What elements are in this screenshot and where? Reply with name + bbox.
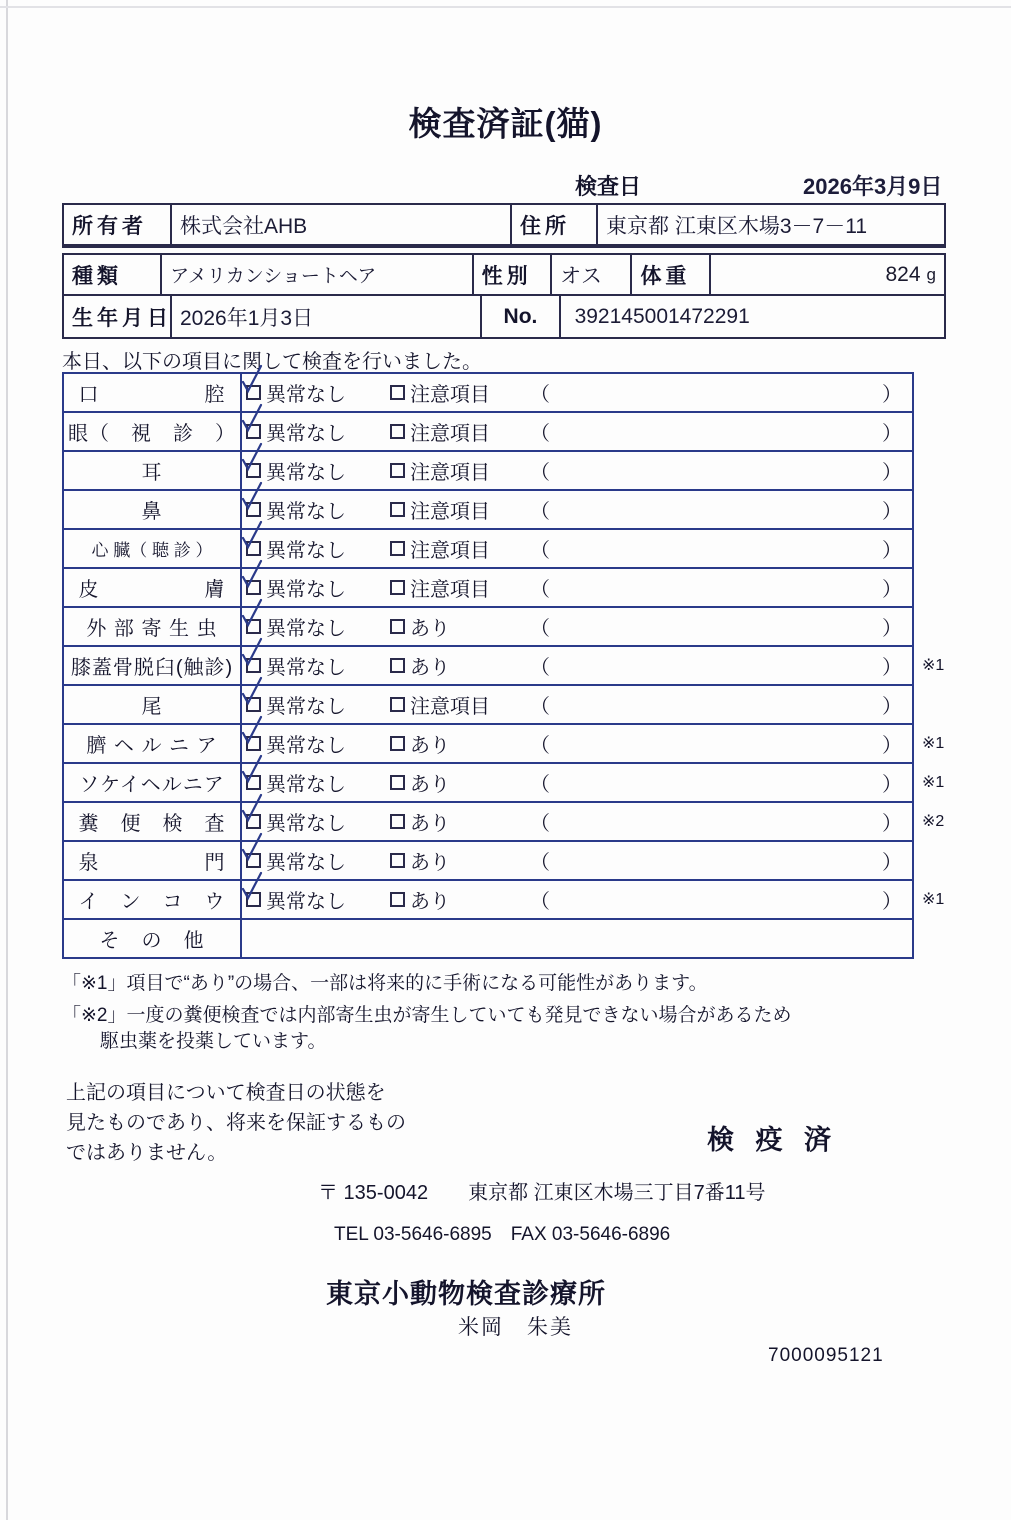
footnote-3: 駆虫薬を投薬しています。 xyxy=(100,1031,327,1052)
option-normal[interactable] xyxy=(242,651,390,680)
footnote-1: 「※1」項目で“あり”の場合、一部は将来的に手術になる可能性があります。 xyxy=(62,973,708,994)
clinic-name: 東京小動物検査診療所 xyxy=(326,1279,606,1309)
paren-close: ） xyxy=(882,423,902,445)
remark-field[interactable] xyxy=(526,885,912,914)
checkbox-secondary[interactable] xyxy=(390,502,405,517)
checkbox-secondary[interactable] xyxy=(390,658,405,673)
checkbox-normal[interactable] xyxy=(246,580,261,595)
checkbox-secondary[interactable] xyxy=(390,814,405,829)
inspection-row xyxy=(64,569,912,608)
checkbox-secondary[interactable] xyxy=(390,775,405,790)
sex-value: オス xyxy=(552,255,632,294)
inspection-item-label: 皮 膚 xyxy=(64,569,242,606)
inspection-item-label: 鼻 xyxy=(64,491,242,528)
page-edge-top xyxy=(0,6,1011,8)
paren-open: （ xyxy=(530,540,550,562)
option-secondary[interactable] xyxy=(390,846,526,875)
checkbox-normal[interactable] xyxy=(246,697,261,712)
paren-open: （ xyxy=(530,423,550,445)
weight-unit: g xyxy=(926,264,937,284)
paren-open: （ xyxy=(530,579,550,601)
remark-field[interactable] xyxy=(526,417,912,446)
inspection-row xyxy=(64,647,912,686)
option-secondary-label: あり xyxy=(410,618,450,640)
address-value: 東京都 江東区木場3－7－11 xyxy=(606,214,867,238)
sex-label: 性別 xyxy=(474,255,553,294)
note-marker: ※1 xyxy=(922,891,945,908)
checkbox-normal[interactable] xyxy=(246,619,261,634)
disclaimer-statement xyxy=(66,1078,406,1168)
inspection-row xyxy=(64,803,912,842)
info-row-birth xyxy=(64,296,944,337)
remark-field[interactable] xyxy=(526,768,912,797)
option-normal-label: 異常なし xyxy=(266,579,346,601)
checkbox-secondary[interactable] xyxy=(390,424,405,439)
owner-label: 所有者 xyxy=(64,205,172,244)
checkbox-secondary[interactable] xyxy=(390,580,405,595)
option-normal-label: 異常なし xyxy=(266,462,346,484)
option-secondary-label: あり xyxy=(410,813,450,835)
inspection-item-label: そ の 他 xyxy=(64,920,242,957)
paren-open: （ xyxy=(530,384,550,406)
remark-field[interactable] xyxy=(526,846,912,875)
paren-close: ） xyxy=(882,852,902,874)
paren-open: （ xyxy=(530,618,550,640)
inspection-item-label: 臍 ヘ ル ニ ア xyxy=(64,725,242,762)
paren-open: （ xyxy=(530,501,550,523)
remark-field[interactable] xyxy=(526,456,912,485)
exam-date-label: 検査日 xyxy=(575,174,642,199)
paren-close: ） xyxy=(882,579,902,601)
address-label: 住所 xyxy=(512,205,598,244)
inspection-table xyxy=(62,372,914,959)
option-normal[interactable] xyxy=(242,768,390,797)
inspection-item-label: 心 臓（ 聴 診 ） xyxy=(64,530,242,567)
footnote-2: 「※2」一度の糞便検査では内部寄生虫が寄生していても発見できない場合があるため xyxy=(62,1005,792,1026)
option-normal-label: 異常なし xyxy=(266,852,346,874)
checkbox-normal[interactable] xyxy=(246,736,261,751)
serial-number: 7000095121 xyxy=(768,1345,884,1366)
option-secondary[interactable] xyxy=(390,885,526,914)
inspection-row xyxy=(64,491,912,530)
option-normal-label: 異常なし xyxy=(266,657,346,679)
option-normal-label: 異常なし xyxy=(266,735,346,757)
page-edge-left xyxy=(6,0,8,1520)
option-normal[interactable] xyxy=(242,846,390,875)
inspection-item-label: 耳 xyxy=(64,452,242,489)
option-normal[interactable] xyxy=(242,534,390,563)
note-marker: ※1 xyxy=(922,774,945,791)
paren-close: ） xyxy=(882,657,902,679)
checkbox-normal[interactable] xyxy=(246,853,261,868)
checkbox-secondary[interactable] xyxy=(390,463,405,478)
option-secondary[interactable] xyxy=(390,534,526,563)
owner-info-table xyxy=(62,203,946,248)
option-secondary[interactable] xyxy=(390,768,526,797)
checkbox-normal[interactable] xyxy=(246,385,261,400)
option-secondary[interactable] xyxy=(390,807,526,836)
option-secondary-label: 注意項目 xyxy=(410,384,490,406)
birth-value: 2026年1月3日 xyxy=(172,296,482,337)
option-normal[interactable] xyxy=(242,417,390,446)
paren-open: （ xyxy=(530,735,550,757)
option-normal[interactable] xyxy=(242,885,390,914)
option-normal-label: 異常なし xyxy=(266,891,346,913)
option-secondary[interactable] xyxy=(390,729,526,758)
paren-open: （ xyxy=(530,462,550,484)
option-normal[interactable] xyxy=(242,690,390,719)
option-secondary-label: 注意項目 xyxy=(410,501,490,523)
inspection-row xyxy=(64,764,912,803)
paren-close: ） xyxy=(882,774,902,796)
checkbox-secondary[interactable] xyxy=(390,385,405,400)
option-secondary-label: 注意項目 xyxy=(410,423,490,445)
checkbox-normal[interactable] xyxy=(246,541,261,556)
option-secondary[interactable] xyxy=(390,456,526,485)
weight-label: 体重 xyxy=(632,255,711,294)
inspection-item-label: 泉 門 xyxy=(64,842,242,879)
checkbox-normal[interactable] xyxy=(246,892,261,907)
paren-close: ） xyxy=(882,462,902,484)
checkbox-secondary[interactable] xyxy=(390,892,405,907)
paren-close: ） xyxy=(882,735,902,757)
checkbox-secondary[interactable] xyxy=(390,853,405,868)
checkbox-secondary[interactable] xyxy=(390,541,405,556)
inspection-row xyxy=(64,374,912,413)
animal-info-table xyxy=(62,253,946,339)
disclaimer-line-3: ではありません。 xyxy=(66,1142,228,1164)
paren-open: （ xyxy=(530,774,550,796)
checkbox-normal[interactable] xyxy=(246,775,261,790)
remark-field[interactable] xyxy=(526,807,912,836)
option-normal-label: 異常なし xyxy=(266,540,346,562)
paren-close: ） xyxy=(882,696,902,718)
option-normal[interactable] xyxy=(242,378,390,407)
note-marker: ※2 xyxy=(922,813,945,830)
remark-field[interactable] xyxy=(526,729,912,758)
page-title: 検査済証(猫) xyxy=(408,105,603,142)
inspector-name: 米岡 朱美 xyxy=(458,1316,573,1339)
inspection-item-label: 外 部 寄 生 虫 xyxy=(64,608,242,645)
option-secondary[interactable] xyxy=(390,495,526,524)
remark-field[interactable] xyxy=(526,690,912,719)
option-secondary-label: あり xyxy=(410,891,450,913)
inspection-item-label: 膝蓋骨脱臼(触診) xyxy=(64,647,242,684)
paren-close: ） xyxy=(882,618,902,640)
inspection-item-label: イ ン コ ウ xyxy=(64,881,242,918)
info-row-breed xyxy=(64,255,944,296)
info-row-owner xyxy=(64,205,944,246)
option-secondary-label: 注意項目 xyxy=(410,696,490,718)
paren-open: （ xyxy=(530,657,550,679)
inspection-item-label: 眼（ 視 診 ） xyxy=(64,413,242,450)
inspection-row xyxy=(64,881,912,920)
option-secondary[interactable] xyxy=(390,651,526,680)
option-secondary-label: 注意項目 xyxy=(410,540,490,562)
option-normal-label: 異常なし xyxy=(266,618,346,640)
option-secondary[interactable] xyxy=(390,612,526,641)
inspection-row xyxy=(64,608,912,647)
paren-open: （ xyxy=(530,696,550,718)
option-secondary[interactable] xyxy=(390,417,526,446)
inspection-row xyxy=(64,413,912,452)
inspection-item-label: 糞 便 検 査 xyxy=(64,803,242,840)
inspection-item-label: 尾 xyxy=(64,686,242,723)
checkbox-secondary[interactable] xyxy=(390,697,405,712)
option-normal-label: 異常なし xyxy=(266,384,346,406)
option-secondary[interactable] xyxy=(390,573,526,602)
note-marker: ※1 xyxy=(922,657,945,674)
paren-close: ） xyxy=(882,813,902,835)
paren-close: ） xyxy=(882,540,902,562)
breed-label: 種類 xyxy=(64,255,162,294)
option-secondary[interactable] xyxy=(390,690,526,719)
checkbox-secondary[interactable] xyxy=(390,736,405,751)
owner-value: 株式会社AHB xyxy=(172,205,512,244)
no-label: No. xyxy=(482,296,560,337)
paren-close: ） xyxy=(882,891,902,913)
option-normal[interactable] xyxy=(242,729,390,758)
quarantine-stamp: 検 疫 済 xyxy=(707,1125,839,1155)
remark-field[interactable] xyxy=(526,573,912,602)
option-secondary-label: 注意項目 xyxy=(410,579,490,601)
clinic-phone: TEL 03-5646-6895 FAX 03-5646-6896 xyxy=(334,1224,671,1245)
paren-open: （ xyxy=(530,852,550,874)
clinic-address: 〒 135-0042 東京都 江東区木場三丁目7番11号 xyxy=(318,1182,766,1204)
option-normal-label: 異常なし xyxy=(266,423,346,445)
option-normal[interactable] xyxy=(242,495,390,524)
paren-close: ） xyxy=(882,384,902,406)
option-secondary-label: あり xyxy=(410,774,450,796)
inspection-item-label: ソケイヘルニア xyxy=(64,764,242,801)
inspection-row xyxy=(64,842,912,881)
remark-field[interactable] xyxy=(526,612,912,641)
inspection-row xyxy=(64,530,912,569)
option-secondary-label: 注意項目 xyxy=(410,462,490,484)
inspection-row xyxy=(64,686,912,725)
checkbox-normal[interactable] xyxy=(246,658,261,673)
option-secondary-label: あり xyxy=(410,657,450,679)
disclaimer-line-1: 上記の項目について検査日の状態を xyxy=(66,1082,386,1104)
paren-close: ） xyxy=(882,501,902,523)
option-normal[interactable] xyxy=(242,807,390,836)
inspection-row xyxy=(64,725,912,764)
breed-value: アメリカンショートヘア xyxy=(162,255,474,294)
no-value: 392145001472291 xyxy=(574,304,750,328)
checkbox-normal[interactable] xyxy=(246,424,261,439)
checkbox-secondary[interactable] xyxy=(390,619,405,634)
weight-value-cell xyxy=(711,255,944,294)
checkbox-normal[interactable] xyxy=(246,814,261,829)
option-normal[interactable] xyxy=(242,573,390,602)
exam-date-value: 2026年3月9日 xyxy=(803,174,943,199)
option-secondary[interactable] xyxy=(390,378,526,407)
note-marker: ※1 xyxy=(922,735,945,752)
option-normal[interactable] xyxy=(242,612,390,641)
option-normal[interactable] xyxy=(242,456,390,485)
option-normal-label: 異常なし xyxy=(266,774,346,796)
paren-open: （ xyxy=(530,891,550,913)
checkbox-normal[interactable] xyxy=(246,502,261,517)
checkbox-normal[interactable] xyxy=(246,463,261,478)
birth-label: 生年月日 xyxy=(64,296,172,337)
paren-open: （ xyxy=(530,813,550,835)
option-secondary-label: あり xyxy=(410,852,450,874)
lead-text: 本日、以下の項目に関して検査を行いました。 xyxy=(62,351,482,373)
inspection-item-label: 口 腔 xyxy=(64,374,242,411)
disclaimer-line-2: 見たものであり、将来を保証するもの xyxy=(66,1112,406,1134)
remark-field[interactable] xyxy=(526,495,912,524)
option-normal-label: 異常なし xyxy=(266,696,346,718)
remark-field[interactable] xyxy=(526,534,912,563)
weight-value: 824 xyxy=(885,262,921,286)
option-normal-label: 異常なし xyxy=(266,501,346,523)
option-secondary-label: あり xyxy=(410,735,450,757)
remark-field[interactable] xyxy=(526,378,912,407)
inspection-row xyxy=(64,452,912,491)
option-normal-label: 異常なし xyxy=(266,813,346,835)
remark-field[interactable] xyxy=(526,651,912,680)
inspection-row xyxy=(64,920,912,959)
